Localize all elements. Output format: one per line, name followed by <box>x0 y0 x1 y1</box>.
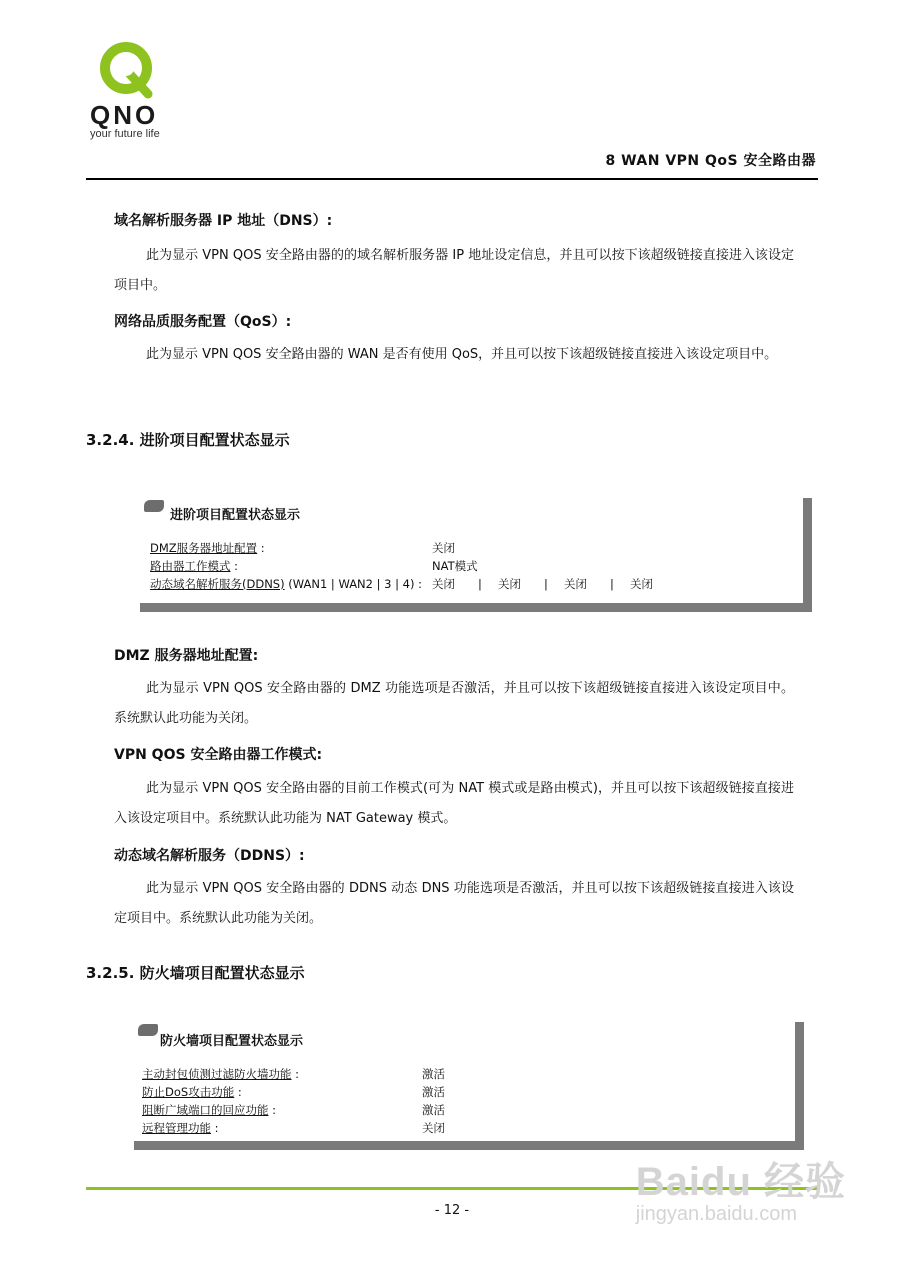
watermark-main: Baidu 经验 <box>635 1160 846 1204</box>
router-mode-value: NAT模式 <box>432 559 478 573</box>
dos-protection-link[interactable]: 防止DoS攻击功能 <box>142 1085 235 1099</box>
ddns-wan3-value: 关闭 <box>564 577 587 591</box>
ddns-wan1-value: 关闭 <box>432 577 455 591</box>
ddns-status-suffix: (WAN1 | WAN2 | 3 | 4) : <box>284 577 422 591</box>
ddns-wan2-value: 关闭 <box>498 577 521 591</box>
dos-protection-suffix: : <box>234 1085 242 1099</box>
ddns-separator: | <box>478 577 482 591</box>
dmz-status-label <box>150 540 265 556</box>
qos-heading: 网络品质服务配置（QoS）: <box>114 314 292 330</box>
ddns-status-label <box>150 576 422 592</box>
panel-bullet-icon <box>138 1024 158 1036</box>
remote-management-value: 关闭 <box>422 1121 445 1135</box>
advanced-panel-title: 进阶项目配置状态显示 <box>170 508 301 523</box>
dos-protection-label <box>142 1084 242 1100</box>
mode-body: 此为显示 VPN QOS 安全路由器的目前工作模式(可为 NAT 模式或是路由模式)，并且可以按下该超级链接直接进入该设定项目中。系统默认此功能为 NAT Gateway 模式。 <box>114 781 794 826</box>
ddns-body: 此为显示 VPN QOS 安全路由器的 DDNS 动态 DNS 功能选项是否激活，并且可以按下该超级链接直接进入该设定项目中。系统默认此功能为关闭。 <box>114 881 794 926</box>
qno-logo <box>86 42 186 142</box>
spi-firewall-value: 激活 <box>422 1067 445 1081</box>
page-number: - 12 - <box>434 1203 470 1218</box>
dns-body: 此为显示 VPN QOS 安全路由器的的域名解析服务器 IP 地址设定信息，并且可以按下该超级链接直接进入该设定项目中。 <box>114 248 794 293</box>
router-mode-link[interactable]: 路由器工作模式 <box>150 559 231 573</box>
panel-shadow-bottom <box>140 603 812 612</box>
ddns-wan4-value: 关闭 <box>630 577 653 591</box>
dos-protection-value: 激活 <box>422 1085 445 1099</box>
dmz-body: 此为显示 VPN QOS 安全路由器的 DMZ 功能选项是否激活，并且可以按下该超级链接直接进入该设定项目中。系统默认此功能为关闭。 <box>114 681 794 726</box>
header-divider <box>86 178 818 180</box>
remote-management-label <box>142 1120 219 1136</box>
remote-management-link[interactable]: 远程管理功能 <box>142 1121 211 1135</box>
watermark-sub: jingyan.baidu.com <box>635 1203 797 1225</box>
section-3-2-5-heading: 3.2.5. 防火墙项目配置状态显示 <box>86 964 305 982</box>
panel-shadow-bottom <box>134 1141 804 1150</box>
ddns-heading: 动态域名解析服务（DDNS）: <box>114 848 305 864</box>
mode-heading: VPN QOS 安全路由器工作模式: <box>114 747 323 763</box>
dmz-status-value: 关闭 <box>432 541 455 555</box>
dns-heading: 域名解析服务器 IP 地址（DNS）: <box>114 213 333 229</box>
router-mode-suffix: : <box>230 559 239 573</box>
logo-brand: QNO <box>90 100 159 130</box>
wan-ping-block-suffix: : <box>268 1103 277 1117</box>
wan-ping-block-value: 激活 <box>422 1103 445 1117</box>
section-3-2-4-heading: 3.2.4. 进阶项目配置状态显示 <box>86 431 290 449</box>
wan-ping-block-link[interactable]: 阻断广域端口的回应功能 <box>142 1103 269 1117</box>
spi-firewall-label <box>142 1066 299 1082</box>
panel-bullet-icon <box>144 500 164 512</box>
firewall-panel-title: 防火墙项目配置状态显示 <box>160 1034 304 1049</box>
qno-q-mark-icon <box>98 42 158 100</box>
spi-firewall-suffix: : <box>291 1067 300 1081</box>
panel-shadow-right <box>795 1022 804 1150</box>
baidu-watermark <box>636 1150 846 1226</box>
firewall-status-panel <box>134 1022 804 1150</box>
remote-management-suffix: : <box>211 1121 219 1135</box>
ddns-status-values <box>432 576 676 592</box>
ddns-separator: | <box>610 577 614 591</box>
dmz-status-suffix: : <box>257 541 265 555</box>
spi-firewall-link[interactable]: 主动封包侦测过滤防火墙功能 <box>142 1067 292 1081</box>
advanced-status-panel <box>140 498 812 612</box>
ddns-separator: | <box>544 577 548 591</box>
wan-ping-block-label <box>142 1102 276 1118</box>
dmz-heading: DMZ 服务器地址配置: <box>114 648 259 664</box>
dmz-status-link[interactable]: DMZ服务器地址配置 <box>150 541 258 555</box>
logo-slogan: your future life <box>90 128 160 140</box>
qos-body: 此为显示 VPN QOS 安全路由器的 WAN 是否有使用 QoS，并且可以按下该超级链接直接进入该设定项目中。 <box>146 347 778 362</box>
router-mode-label <box>150 558 238 574</box>
panel-shadow-right <box>803 498 812 612</box>
ddns-status-link[interactable]: 动态域名解析服务(DDNS) <box>150 577 285 591</box>
document-header-title: 8 WAN VPN QoS 安全路由器 <box>605 153 816 169</box>
